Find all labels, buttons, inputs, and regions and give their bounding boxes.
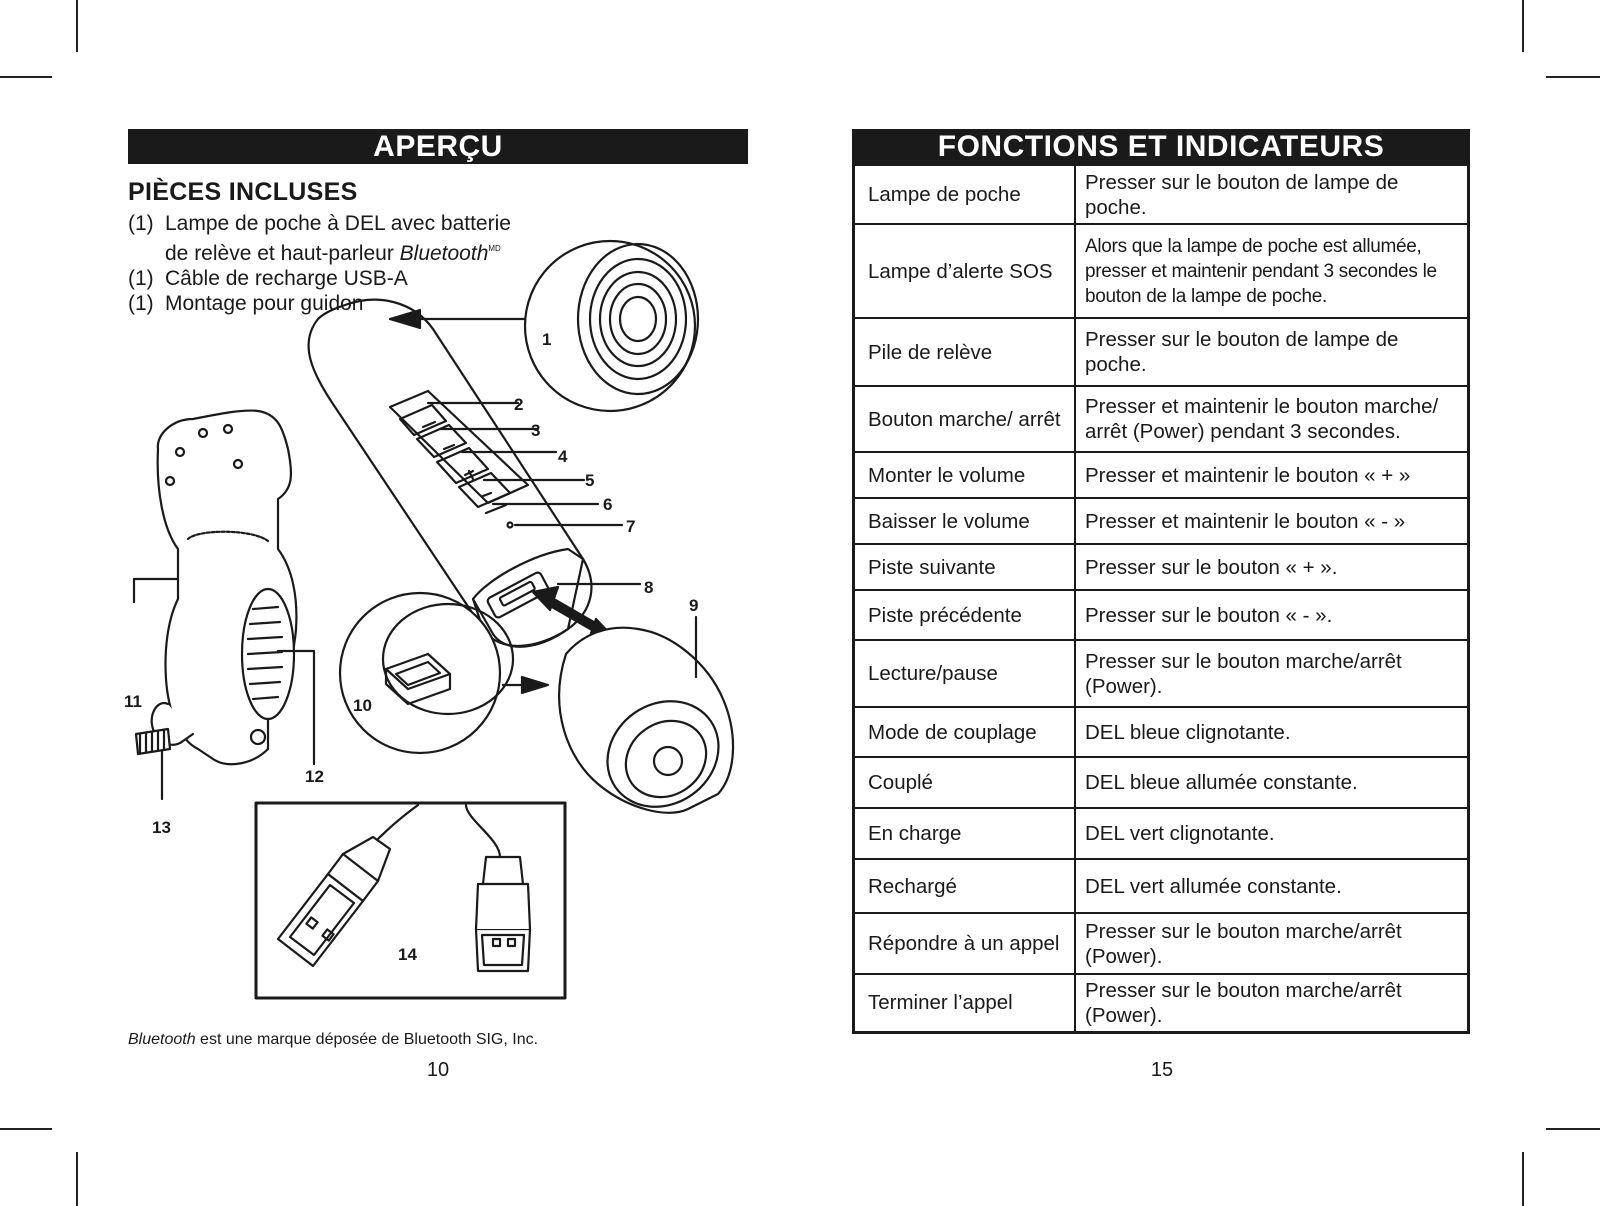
parts-text: Câble de recharge USB-A	[165, 267, 408, 290]
function-cell: Baisser le volume	[854, 498, 1076, 544]
crop-mark	[1546, 76, 1600, 78]
callout-13: 13	[152, 818, 171, 837]
crop-mark	[0, 1128, 52, 1130]
footnote-text: est une marque déposée de Bluetooth SIG, Inc.	[195, 1031, 539, 1048]
table-row	[854, 913, 1469, 974]
parts-text-line2: de relève et haut-parleur	[165, 242, 400, 265]
table-row	[854, 859, 1469, 913]
function-cell: Piste précédente	[854, 590, 1076, 640]
bluetooth-brand: Bluetooth	[399, 242, 489, 265]
action-cell: DEL vert allumée constante.	[1075, 859, 1469, 913]
list-item	[128, 291, 748, 316]
action-cell: DEL vert clignotante.	[1075, 808, 1469, 859]
function-cell: Piste suivante	[854, 544, 1076, 590]
overview-header: APERÇU	[128, 129, 748, 164]
function-cell: Lampe de poche	[854, 165, 1076, 224]
parts-text-line1: Lampe de poche à DEL avec batterie	[165, 212, 511, 235]
function-cell: Mode de couplage	[854, 707, 1076, 757]
table-row	[854, 808, 1469, 859]
callout-9: 9	[689, 596, 699, 615]
trademark-footnote	[128, 1031, 538, 1049]
footnote-brand: Bluetooth	[128, 1031, 196, 1048]
callout-12: 12	[305, 767, 324, 786]
crop-mark	[1546, 1128, 1600, 1130]
table-row	[854, 224, 1469, 318]
table-row	[854, 590, 1469, 640]
function-cell: Bouton marche/ arrêt	[854, 386, 1076, 452]
table-row	[854, 707, 1469, 757]
table-row	[854, 452, 1469, 498]
crop-mark	[1522, 0, 1524, 52]
action-cell: Presser sur le bouton « + ».	[1075, 544, 1469, 590]
function-cell: Lecture/pause	[854, 640, 1076, 707]
function-cell: En charge	[854, 808, 1076, 859]
page-number-right: 15	[1150, 1059, 1174, 1081]
action-cell: Presser sur le bouton marche/arrêt (Power).	[1075, 974, 1469, 1032]
action-cell: Presser sur le bouton « - ».	[1075, 590, 1469, 640]
function-cell: Lampe d’alerte SOS	[854, 224, 1076, 318]
crop-mark	[0, 76, 52, 78]
callout-5: 5	[585, 471, 595, 490]
left-page	[124, 129, 748, 1089]
list-item	[128, 211, 748, 266]
parts-text	[165, 211, 511, 266]
table-row	[854, 318, 1469, 386]
callout-11: 11	[124, 692, 142, 711]
table-row	[854, 165, 1469, 224]
table-row	[854, 544, 1469, 590]
trademark-mark: MD	[488, 244, 501, 253]
included-parts-title: PIÈCES INCLUSES	[128, 178, 358, 206]
callout-6: 6	[603, 495, 613, 514]
crop-mark	[76, 0, 78, 52]
parts-qty: (1)	[128, 292, 154, 315]
action-cell: Presser et maintenir le bouton « - »	[1075, 498, 1469, 544]
crop-mark	[1522, 1152, 1524, 1206]
action-cell: DEL bleue allumée constante.	[1075, 757, 1469, 808]
list-item	[128, 266, 748, 291]
callout-7: 7	[626, 517, 636, 536]
table-row	[854, 974, 1469, 1032]
callout-10: 10	[353, 696, 372, 715]
action-cell: DEL bleue clignotante.	[1075, 707, 1469, 757]
action-cell: Presser sur le bouton marche/arrêt (Power).	[1075, 913, 1469, 974]
callout-2: 2	[514, 395, 524, 414]
function-cell: Couplé	[854, 757, 1076, 808]
parts-qty: (1)	[128, 212, 154, 235]
action-cell: Presser sur le bouton de lampe de poche.	[1075, 318, 1469, 386]
function-cell: Répondre à un appel	[854, 913, 1076, 974]
action-cell: Alors que la lampe de poche est allumée, presser et maintenir pendant 3 secondes le bouton de la lampe de poche.	[1075, 224, 1469, 318]
callout-8: 8	[644, 578, 654, 597]
functions-table	[852, 164, 1470, 1034]
callout-4: 4	[558, 447, 568, 466]
table-row	[854, 386, 1469, 452]
parts-qty: (1)	[128, 267, 154, 290]
function-cell: Rechargé	[854, 859, 1076, 913]
parts-text: Montage pour guidon	[165, 292, 364, 315]
crop-mark	[76, 1152, 78, 1206]
functions-header: FONCTIONS ET INDICATEURS	[852, 129, 1470, 164]
function-cell: Monter le volume	[854, 452, 1076, 498]
callout-14: 14	[398, 945, 417, 964]
right-page	[852, 129, 1472, 1089]
function-cell: Pile de relève	[854, 318, 1076, 386]
mount-illustration	[136, 411, 296, 765]
action-cell: Presser et maintenir le bouton « + »	[1075, 452, 1469, 498]
action-cell: Presser sur le bouton de lampe de poche.	[1075, 165, 1469, 224]
callout-1: 1	[542, 330, 552, 349]
callout-3: 3	[531, 421, 541, 440]
table-row	[854, 498, 1469, 544]
page-number-left: 10	[426, 1059, 450, 1081]
function-cell: Terminer l’appel	[854, 974, 1076, 1032]
action-cell: Presser et maintenir le bouton marche/ arrêt (Power) pendant 3 secondes.	[1075, 386, 1469, 452]
table-row	[854, 757, 1469, 808]
parts-list	[128, 211, 748, 316]
table-row	[854, 640, 1469, 707]
action-cell: Presser sur le bouton marche/arrêt (Power).	[1075, 640, 1469, 707]
